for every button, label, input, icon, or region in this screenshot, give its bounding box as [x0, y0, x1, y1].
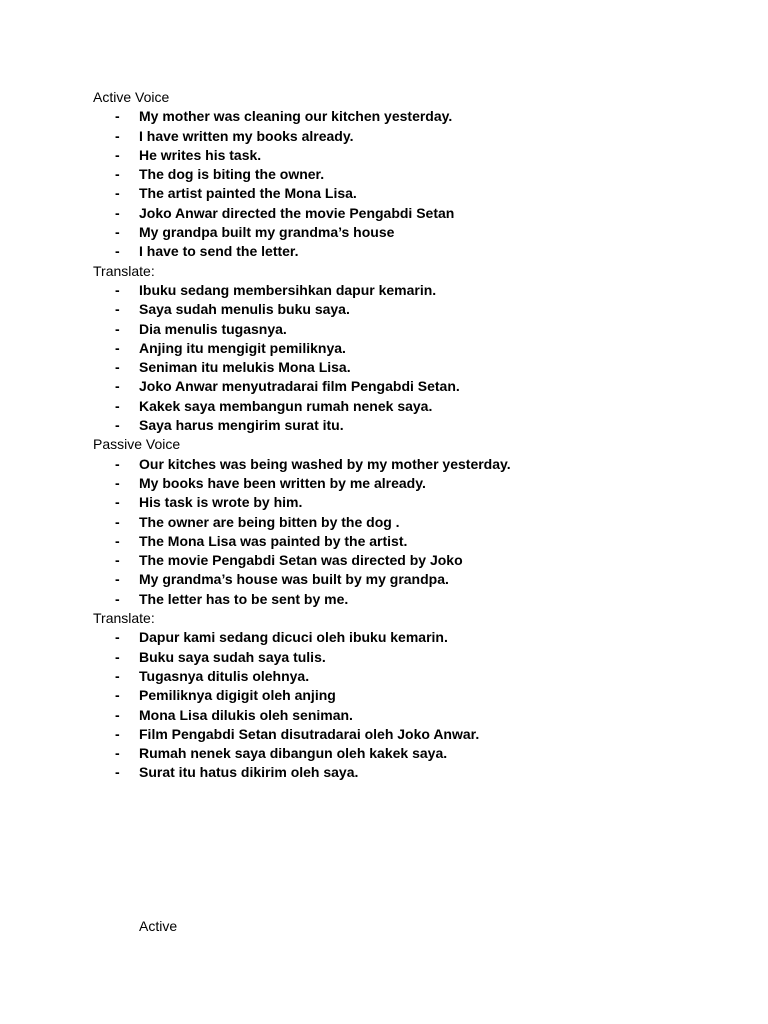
- bullet-dash: -: [115, 146, 120, 163]
- list-item: [93, 281, 733, 300]
- bullet-dash: -: [115, 204, 120, 221]
- passive-voice-list: [93, 455, 733, 609]
- bullet-dash: -: [115, 648, 120, 665]
- list-item-text: The artist painted the Mona Lisa.: [139, 185, 357, 202]
- bullet-dash: -: [115, 108, 120, 125]
- list-item-text: Saya harus mengirim surat itu.: [139, 417, 344, 434]
- list-item: [93, 532, 733, 551]
- list-item: [93, 416, 733, 435]
- list-item-text: I have to send the letter.: [139, 243, 299, 260]
- list-item: [93, 667, 733, 686]
- list-item-text: He writes his task.: [139, 146, 262, 163]
- bullet-dash: -: [115, 281, 120, 298]
- list-item: [93, 223, 733, 242]
- list-item-text: Saya sudah menulis buku saya.: [139, 301, 350, 318]
- bullet-dash: -: [115, 417, 120, 434]
- list-item: [93, 320, 733, 339]
- list-item: [93, 300, 733, 319]
- bullet-dash: -: [115, 629, 120, 646]
- active-voice-list: [93, 107, 733, 261]
- list-item-text: My grandma’s house was built by my grandpa.: [139, 571, 449, 588]
- section-heading-passive-voice: Passive Voice: [93, 436, 181, 453]
- list-item: [93, 107, 733, 126]
- bullet-dash: -: [115, 224, 120, 241]
- list-item: [93, 570, 733, 589]
- list-item: [93, 127, 733, 146]
- section-heading-translate-passive: Translate:: [93, 610, 155, 627]
- list-item: [93, 706, 733, 725]
- list-item-text: My grandpa built my grandma’s house: [139, 224, 395, 241]
- list-item-text: The owner are being bitten by the dog .: [139, 513, 400, 530]
- bullet-dash: -: [115, 455, 120, 472]
- list-item-text: Tugasnya ditulis olehnya.: [139, 667, 310, 684]
- list-item: [93, 763, 733, 782]
- list-item-text: The letter has to be sent by me.: [139, 590, 349, 607]
- list-item-text: Dapur kami sedang dicuci oleh ibuku kemarin.: [139, 629, 448, 646]
- list-item-text: Buku saya sudah saya tulis.: [139, 648, 326, 665]
- list-item-text: I have written my books already.: [139, 127, 354, 144]
- bullet-dash: -: [115, 243, 120, 260]
- section-heading-translate: Translate:: [93, 262, 155, 279]
- list-item: [93, 146, 733, 165]
- bullet-dash: -: [115, 590, 120, 607]
- bullet-dash: -: [115, 474, 120, 491]
- list-item-text: Anjing itu mengigit pemiliknya.: [139, 339, 346, 356]
- list-item-text: The dog is biting the owner.: [139, 166, 325, 183]
- list-item-text: The Mona Lisa was painted by the artist.: [139, 532, 408, 549]
- list-item-text: Pemiliknya digigit oleh anjing: [139, 687, 336, 704]
- list-item: [93, 513, 733, 532]
- list-item-text: Kakek saya membangun rumah nenek saya.: [139, 397, 433, 414]
- list-item-text: Film Pengabdi Setan disutradarai oleh Joko Anwar.: [139, 725, 480, 742]
- list-item-text: Seniman itu melukis Mona Lisa.: [139, 359, 351, 376]
- list-item: [93, 551, 733, 570]
- list-item-text: Rumah nenek saya dibangun oleh kakek saya.: [139, 745, 448, 762]
- list-item: [93, 493, 733, 512]
- list-item-text: Surat itu hatus dikirim oleh saya.: [139, 764, 359, 781]
- bullet-dash: -: [115, 185, 120, 202]
- list-item: [93, 358, 733, 377]
- bullet-dash: -: [115, 359, 120, 376]
- bullet-dash: -: [115, 397, 120, 414]
- list-item-text: Joko Anwar menyutradarai film Pengabdi Setan.: [139, 378, 460, 395]
- list-item: [93, 242, 733, 261]
- list-item-text: His task is wrote by him.: [139, 494, 303, 511]
- list-item: [93, 686, 733, 705]
- list-item-text: Mona Lisa dilukis oleh seniman.: [139, 706, 353, 723]
- list-item: [93, 744, 733, 763]
- list-item-text: My books have been written by me already.: [139, 474, 426, 491]
- bullet-dash: -: [115, 725, 120, 742]
- list-item: [93, 455, 733, 474]
- bullet-dash: -: [115, 552, 120, 569]
- bullet-dash: -: [115, 532, 120, 549]
- bullet-dash: -: [115, 339, 120, 356]
- list-item: [93, 590, 733, 609]
- list-item: [93, 339, 733, 358]
- bullet-dash: -: [115, 706, 120, 723]
- passive-translate-list: [93, 628, 733, 782]
- bullet-dash: -: [115, 687, 120, 704]
- section-heading-active-voice: Active Voice: [93, 89, 170, 105]
- document-content: [93, 88, 733, 783]
- bullet-dash: -: [115, 513, 120, 530]
- list-item: [93, 165, 733, 184]
- list-item: [93, 628, 733, 647]
- bullet-dash: -: [115, 127, 120, 144]
- footer-word-active: Active: [139, 918, 178, 934]
- list-item-text: Joko Anwar directed the movie Pengabdi Setan: [139, 204, 455, 221]
- list-item-text: Dia menulis tugasnya.: [139, 320, 287, 337]
- active-translate-list: [93, 281, 733, 435]
- bullet-dash: -: [115, 301, 120, 318]
- bullet-dash: -: [115, 745, 120, 762]
- bullet-dash: -: [115, 320, 120, 337]
- bullet-dash: -: [115, 571, 120, 588]
- list-item-text: My mother was cleaning our kitchen yesterday.: [139, 108, 453, 125]
- bullet-dash: -: [115, 764, 120, 781]
- list-item: [93, 725, 733, 744]
- bullet-dash: -: [115, 667, 120, 684]
- list-item: [93, 184, 733, 203]
- list-item: [93, 204, 733, 223]
- bullet-dash: -: [115, 166, 120, 183]
- list-item: [93, 648, 733, 667]
- list-item-text: The movie Pengabdi Setan was directed by Joko: [139, 552, 463, 569]
- bullet-dash: -: [115, 378, 120, 395]
- list-item-text: Our kitches was being washed by my mother yesterday.: [139, 455, 511, 472]
- bullet-dash: -: [115, 494, 120, 511]
- list-item: [93, 474, 733, 493]
- list-item: [93, 377, 733, 396]
- list-item-text: Ibuku sedang membersihkan dapur kemarin.: [139, 281, 437, 298]
- list-item: [93, 397, 733, 416]
